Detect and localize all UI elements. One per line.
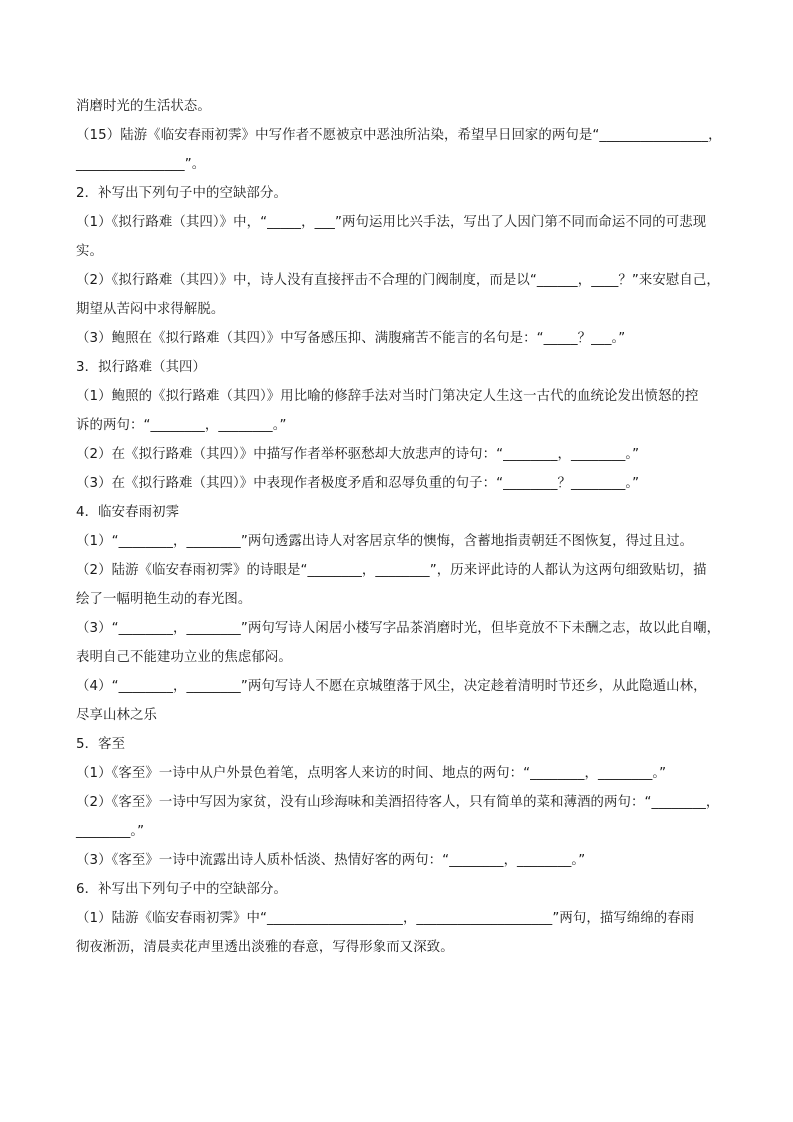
text-line: 表明自己不能建功立业的焦虑郁闷。: [76, 650, 292, 665]
question-6-1: （1）陆游《临安春雨初霁》中“____________________，____________________”两句，描写绵绵的春雨: [76, 911, 695, 926]
question-5-3: （3）《客至》一诗中流露出诗人质朴恬淡、热情好客的两句：“________，________。”: [76, 853, 586, 868]
text-line: 绘了一幅明艳生动的春光图。: [76, 592, 252, 607]
section-5-heading: 5．客至: [76, 737, 126, 752]
question-3-3: （3）在《拟行路难（其四）》中表现作者极度矛盾和忍辱负重的句子：“________？________。”: [76, 476, 640, 491]
section-2-heading: 2．补写出下列句子中的空缺部分。: [76, 186, 287, 201]
question-2-3: （3）鲍照在《拟行路难（其四）》中写备感压抑、满腹痛苦不能言的名句是：“_____？___。”: [76, 331, 626, 346]
text-line: 消磨时光的生活状态。: [76, 99, 211, 114]
question-2-1: （1）《拟行路难（其四）》中，“_____，___”两句运用比兴手法，写出了人因门第不同而命运不同的可悲现: [76, 215, 707, 230]
question-5-2: （2）《客至》一诗中写因为家贫，没有山珍海味和美酒招待客人，只有简单的菜和薄酒的两句：“________，: [76, 795, 720, 810]
question-15: （15）陆游《临安春雨初霁》中写作者不愿被京中恶浊所沾染，希望早日回家的两句是“________________，: [76, 128, 722, 143]
text-line: 彻夜淅沥，清晨卖花声里透出淡雅的春意，写得形象而又深致。: [76, 940, 454, 955]
text-line: 诉的两句：“________，________。”: [76, 418, 287, 433]
question-4-3: （3）“________，________”两句写诗人闲居小楼写字品茶消磨时光，但毕竟放不下未酬之志，故以此自嘲，: [76, 621, 721, 636]
section-3-heading: 3．拟行路难（其四）: [76, 360, 207, 375]
section-6-heading: 6．补写出下列句子中的空缺部分。: [76, 882, 287, 897]
question-5-1: （1）《客至》一诗中从户外景色着笔，点明客人来访的时间、地点的两句：“________，________。”: [76, 766, 667, 781]
text-line: ________。”: [76, 824, 145, 839]
document-page: [76, 96, 724, 966]
text-line: 实。: [76, 244, 103, 259]
question-4-2: （2）陆游《临安春雨初霁》的诗眼是“________，________”，历来评此诗的人都认为这两句细致贴切，描: [76, 563, 707, 578]
text-line: 尽享山林之乐: [76, 708, 157, 723]
section-4-heading: 4．临安春雨初霁: [76, 505, 180, 520]
question-2-2: （2）《拟行路难（其四）》中，诗人没有直接抨击不合理的门阀制度，而是以“______，____？”来安慰自己，: [76, 273, 720, 288]
text-line: ________________”。: [76, 157, 206, 172]
text-line: 期望从苦闷中求得解脱。: [76, 302, 225, 317]
question-3-1: （1）鲍照的《拟行路难（其四）》用比喻的修辞手法对当时门第决定人生这一古代的血统论发出愤怒的控: [76, 389, 699, 404]
question-3-2: （2）在《拟行路难（其四）》中描写作者举杯驱愁却大放悲声的诗句：“________，________。”: [76, 447, 640, 462]
question-4-4: （4）“________，________”两句写诗人不愿在京城堕落于风尘，决定趁着清明时节还乡，从此隐遁山林，: [76, 679, 707, 694]
question-4-1: （1）“________，________”两句透露出诗人对客居京华的懊悔，含蓄地指责朝廷不图恢复，得过且过。: [76, 534, 694, 549]
